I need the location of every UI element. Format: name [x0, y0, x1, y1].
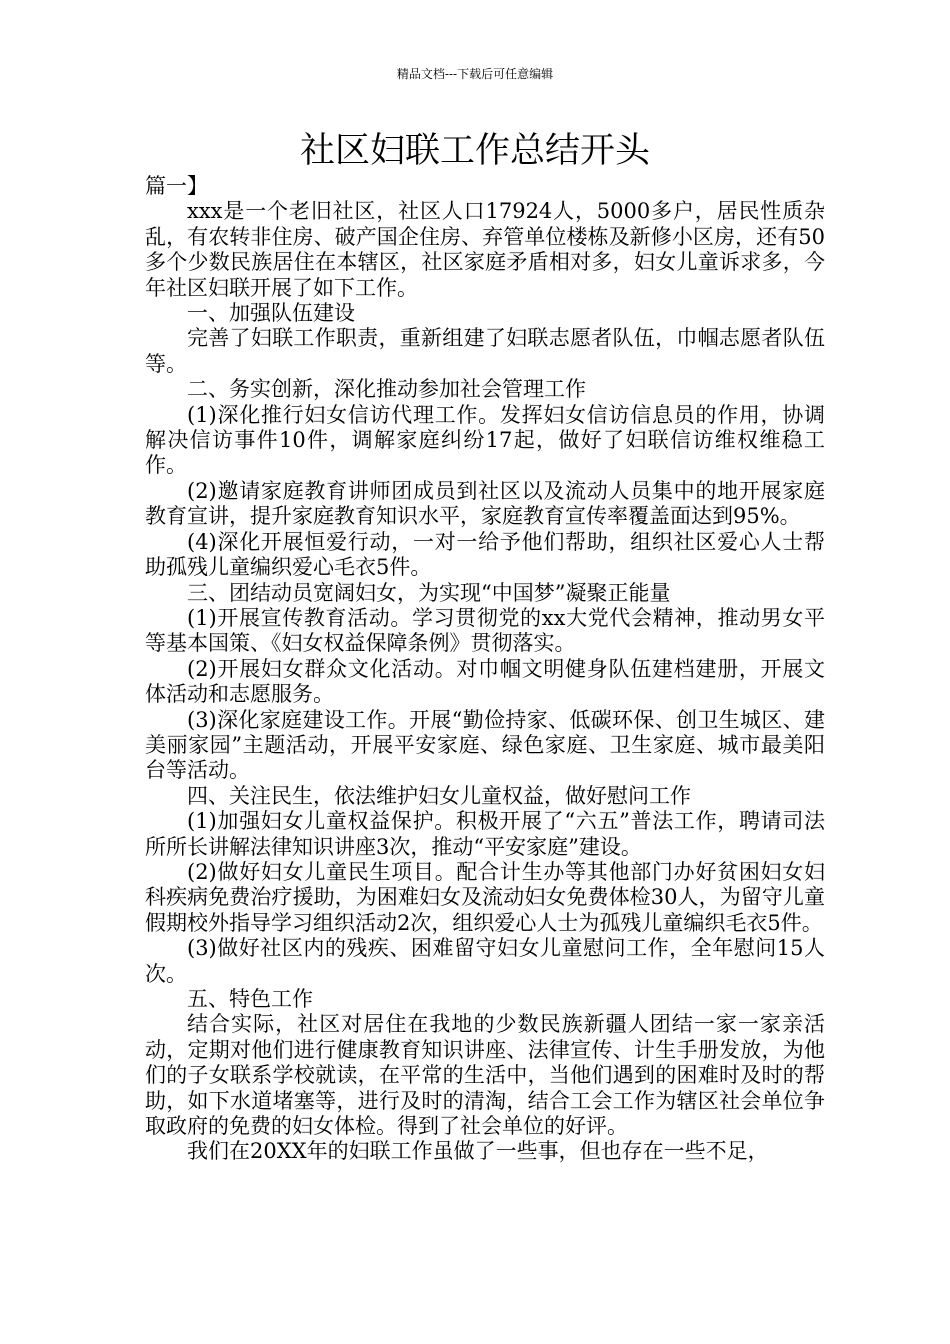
paragraph-family-education: (2)邀请家庭教育讲师团成员到社区以及流动人员集中的地开展家庭教育宣讲，提升家庭教育知识水平，家庭教育宣传率覆盖面达到95%。: [145, 478, 825, 529]
document-body: [145, 174, 825, 1165]
paragraph-care-action: (4)深化开展恒爱行动，一对一给予他们帮助，组织社区爱心人士帮助孤残儿童编织爱心毛衣5件。: [145, 529, 825, 580]
paragraph-petition: (1)深化推行妇女信访代理工作。发挥妇女信访信息员的作用，协调解决信访事件10件，调解家庭纠纷17起，做好了妇联信访维权维稳工作。: [145, 402, 825, 478]
paragraph-team-building: 完善了妇联工作职责，重新组建了妇联志愿者队伍，巾帼志愿者队伍等。: [145, 326, 825, 376]
paragraph-publicity: (1)开展宣传教育活动。学习贯彻党的xx大党代会精神，推动男女平等基本国策、《妇女权益保障条例》贯彻落实。: [145, 605, 825, 656]
heading-livelihood: 四、关注民生，依法维护妇女儿童权益，做好慰问工作: [187, 783, 691, 808]
paragraph-livelihood-projects: (2)做好妇女儿童民生项目。配合计生办等其他部门办好贫困妇女妇科疾病免费治疗援助，为困难妇女及流动妇女免费体检30人，为留守儿童假期校外指导学习组织活动2次，组织爱心人士为孤残儿童编织毛衣5件。: [145, 859, 825, 935]
paragraph-visits: (3)做好社区内的残疾、困难留守妇女儿童慰问工作，全年慰问15人次。: [145, 936, 825, 986]
heading-team-building: 一、加强队伍建设: [187, 301, 355, 326]
paragraph-family-building: (3)深化家庭建设工作。开展“勤俭持家、低碳环保、创卫生城区、建美丽家园”主题活动，开展平安家庭、绿色家庭、卫生家庭、城市最美阳台等活动。: [145, 707, 825, 783]
heading-social-management: 二、务实创新，深化推动参加社会管理工作: [187, 377, 586, 402]
paragraph-culture: (2)开展妇女群众文化活动。对巾帼文明健身队伍建档建册，开展文体活动和志愿服务。: [145, 656, 825, 707]
header-note: 精品文档---下载后可任意编辑: [396, 67, 554, 81]
paragraph-shortcomings: 我们在20XX年的妇联工作虽做了一些事，但也存在一些不足，: [187, 1139, 769, 1164]
paragraph-rights-protection: (1)加强妇女儿童权益保护。积极开展了“六五”普法工作，聘请司法所所长讲解法律知识讲座3次，推动“平安家庭”建设。: [145, 809, 825, 859]
heading-special-work: 五、特色工作: [187, 987, 313, 1011]
paragraph-special-work: 结合实际，社区对居住在我地的少数民族新疆人团结一家一家亲活动，定期对他们进行健康教育知识讲座、法律宣传、计生手册发放，为他们的子女联系学校就读，在平常的生活中，当他们遇到的困难时及时的帮助，如下水道堵塞等，进行及时的清淘，结合工会工作为辖区社会单位争取政府的免费的妇女体检。得到了社会单位的好评。: [145, 1012, 825, 1139]
heading-china-dream: 三、团结动员宽阔妇女，为实现“中国梦”凝聚正能量: [187, 580, 671, 605]
document-title: 社区妇联工作总结开头: [299, 131, 650, 171]
section-label: 篇一】: [145, 174, 208, 198]
paragraph-intro: xxx是一个老旧社区，社区人口17924人，5000多户，居民性质杂乱，有农转非住房、破产国企住房、弃管单位楼栋及新修小区房，还有50多个少数民族居住在本辖区，社区家庭矛盾相对多，妇女儿童诉求多，今年社区妇联开展了如下工作。: [145, 199, 825, 300]
